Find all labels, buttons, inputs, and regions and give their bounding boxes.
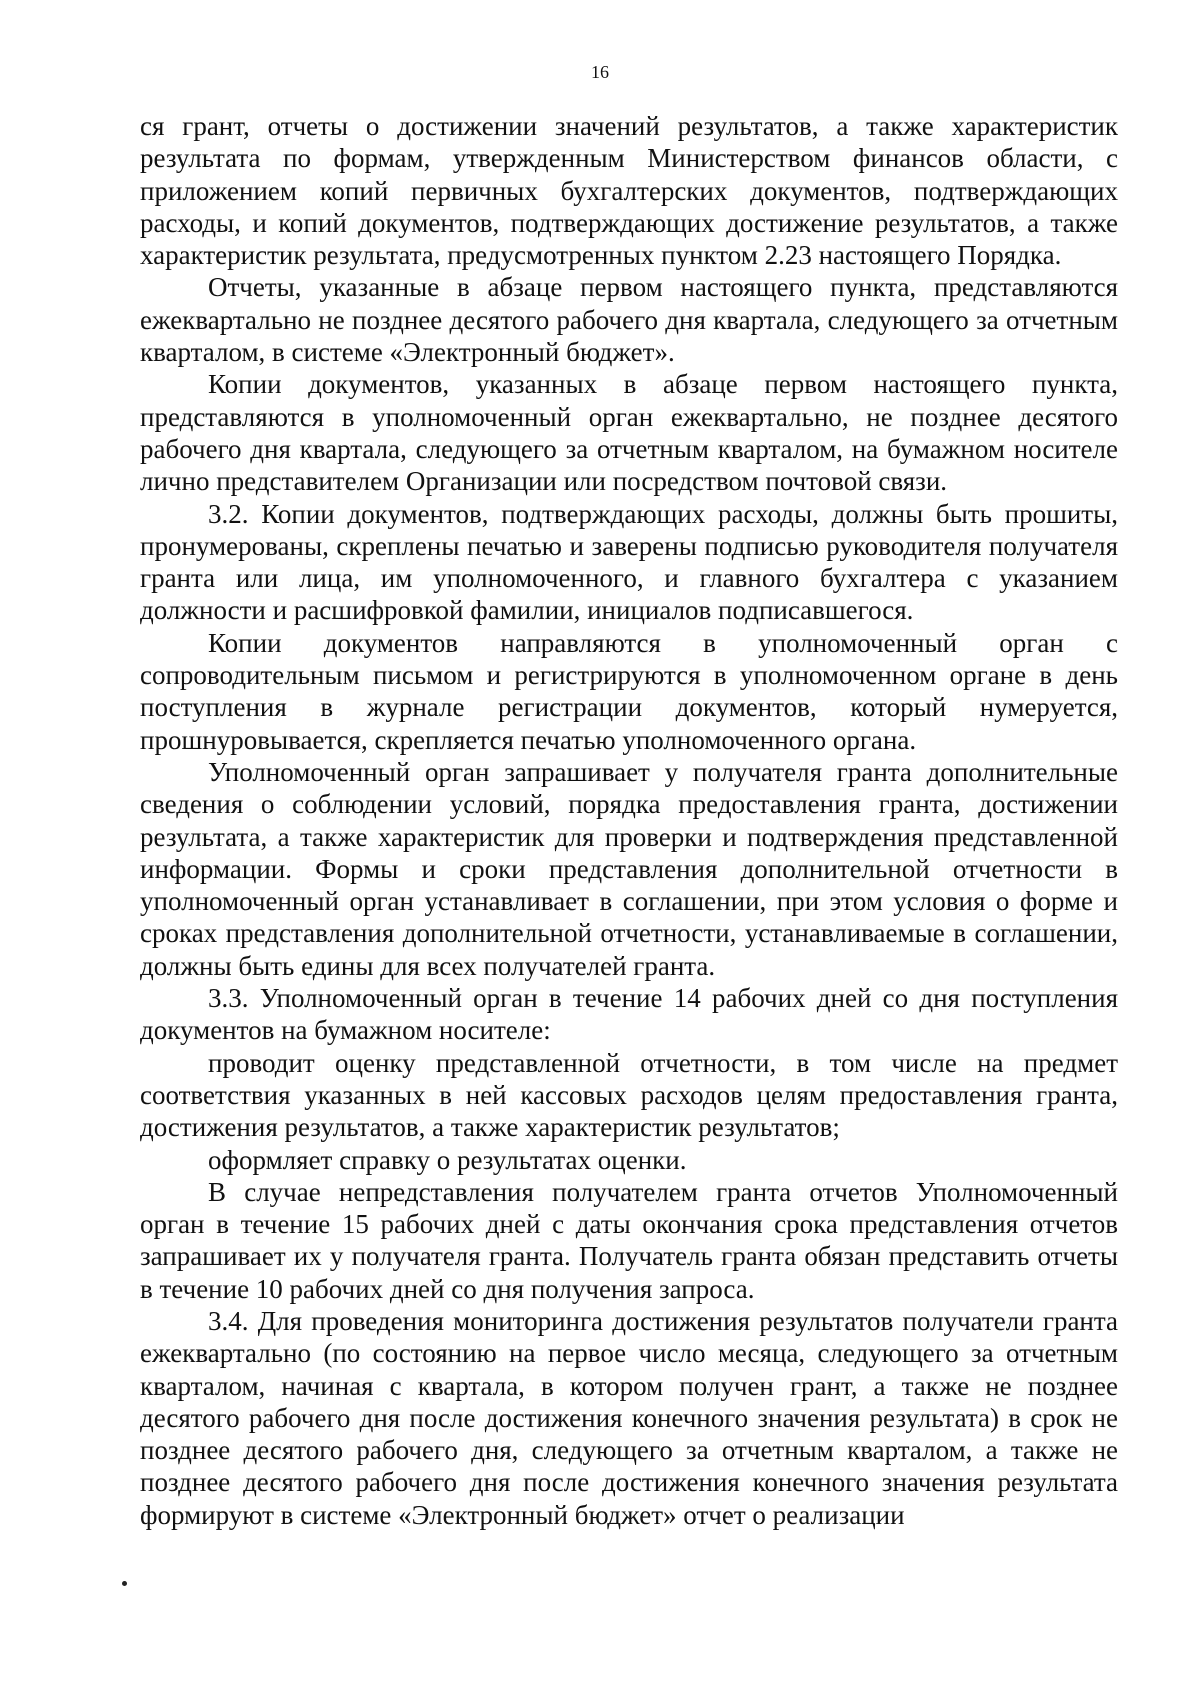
document-body [140, 110, 1118, 1531]
paragraph: Копии документов направляются в уполномоченный орган с сопроводительным письмом и регистрируются в уполномоченном органе в день поступления в журнале регистрации документов, который нумеруется, прошнуровывается, скрепляется печатью уполномоченного органа. [140, 627, 1118, 755]
paragraph: Уполномоченный орган запрашивает у получателя гранта дополнительные сведения о соблюдении условий, порядка предоставления гранта, достижении результата, а также характеристик для проверки и подтверждения представленной информации. Формы и сроки представления дополнительной отчетности в уполномоченный орган устанавливает в соглашении, при этом условия о форме и сроках представления дополнительной отчетности, устанавливаемые в соглашении, должны быть едины для всех получателей гранта. [140, 756, 1118, 981]
paragraph: Копии документов, указанных в абзаце первом настоящего пункта, представляются в уполномоченный орган ежеквартально, не позднее десятого рабочего дня квартала, следующего за отчетным кварталом, на бумажном носителе лично представителем Организации или посредством почтовой связи. [140, 369, 1118, 497]
paragraph-section-3-2: 3.2. Копии документов, подтверждающих расходы, должны быть прошиты, пронумерованы, скреплены печатью и заверены подписью руководителя получателя гранта или лица, им уполномоченного, и главного бухгалтера с указанием должности и расшифровкой фамилии, инициалов подписавшегося. [140, 498, 1118, 626]
paragraph: Отчеты, указанные в абзаце первом настоящего пункта, представляются ежеквартально не позднее десятого рабочего дня квартала, следующего за отчетным кварталом, в системе «Электронный бюджет». [140, 272, 1118, 368]
page-number: 16 [591, 62, 609, 82]
paragraph-section-3-3: 3.3. Уполномоченный орган в течение 14 рабочих дней со дня поступления документов на бумажном носителе: [140, 983, 1118, 1046]
paragraph-list-item: оформляет справку о результатах оценки. [208, 1144, 687, 1175]
paragraph-list-item: проводит оценку представленной отчетности, в том числе на предмет соответствия указанных в ней кассовых расходов целям предоставления гранта, достижения результатов, а также характеристик результатов; [140, 1047, 1118, 1143]
paragraph-section-3-4: 3.4. Для проведения мониторинга достижения результатов получатели гранта ежеквартально (по состоянию на первое число месяца, следующего за отчетным кварталом, начиная с квартала, в котором получен грант, а также не позднее десятого рабочего дня после достижения конечного значения результата) в срок не позднее десятого рабочего дня, следующего за отчетным кварталом, а также не позднее десятого рабочего дня после достижения конечного значения результата формируют в системе «Электронный бюджет» отчет о реализации [140, 1305, 1118, 1530]
paragraph-continuation: ся грант, отчеты о достижении значений результатов, а также характеристик результата по формам, утвержденным Министерством финансов области, с приложением копий первичных бухгалтерских документов, подтверждающих расходы, и копий документов, подтверждающих достижение результатов, а также характеристик результата, предусмотренных пунктом 2.23 настоящего Порядка. [140, 111, 1118, 271]
scan-artifact-dot [122, 1581, 127, 1586]
paragraph: В случае непредставления получателем гранта отчетов Уполномоченный орган в течение 15 рабочих дней с даты окончания срока представления отчетов запрашивает их у получателя гранта. Получатель гранта обязан представить отчеты в течение 10 рабочих дней со дня получения запроса. [140, 1176, 1118, 1304]
